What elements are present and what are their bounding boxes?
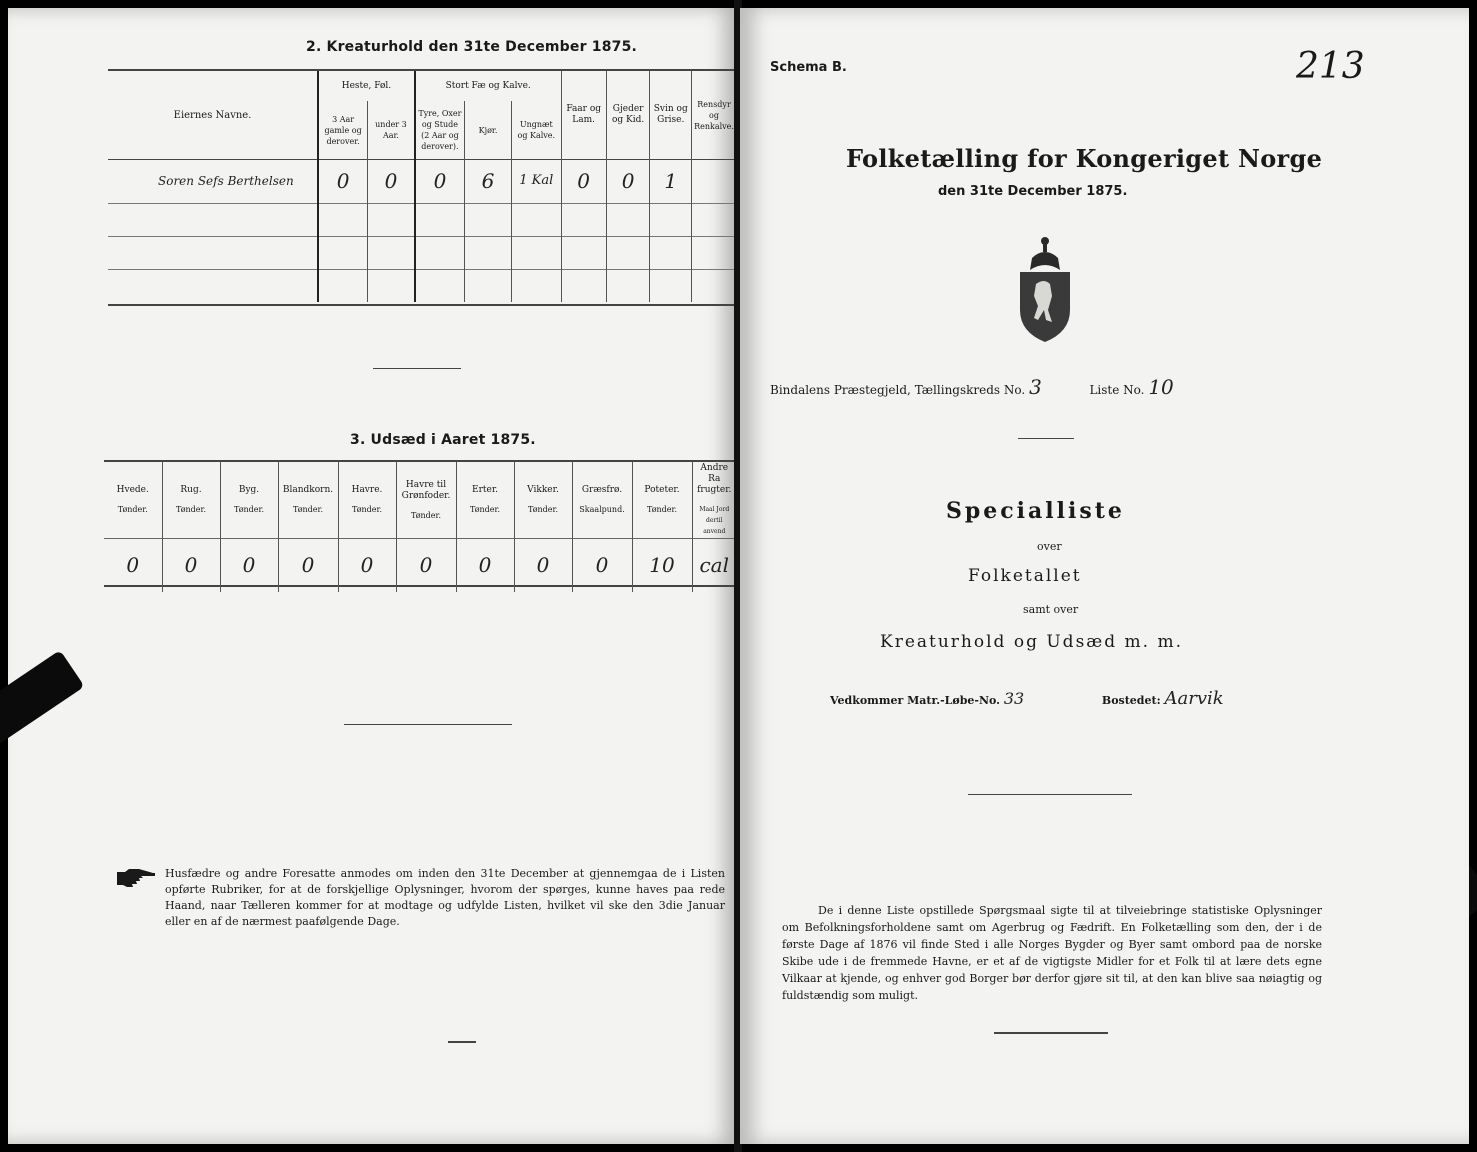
- pointing-hand-icon: [115, 866, 157, 888]
- seed-unit-label: Tønder.: [351, 505, 383, 514]
- seed-crop-label: Vikker.: [527, 485, 559, 495]
- seed-column-header: [278, 462, 338, 539]
- property-line: [830, 688, 1224, 709]
- col-sheep: Faar og Lam.: [561, 71, 606, 159]
- explanatory-footnote: De i denne Liste opstillede Spørgsmaal sigte til at tilveiebringe statistiske Oplysninger om Befolkningsforholdene samt om Agerbrug og Fædrift. En Folketælling som den, der i de første Dage af 1876 vil finde Sted i alle Norges Bygder og Byer samt ombord paa de norske Skibe ude i de fremmede Havne, er et af de vigtigste Midler for et Folk til at lære dets egne Vilkaar at kjende, og enhver god Borger bør derfor gjøre sit til, at den kan blive saa nøiagtig og fuldstændig som muligt.: [782, 904, 1322, 1002]
- seed-column-header: [514, 462, 572, 539]
- seed-unit-label: Tønder.: [117, 505, 148, 514]
- page-number: 213: [1296, 46, 1365, 87]
- seed-crop-label: Poteter.: [644, 485, 680, 495]
- residence-label: Bostedet:: [1101, 694, 1161, 707]
- divider: [968, 794, 1132, 795]
- seed-value-cell: 0: [396, 539, 456, 592]
- residence-name: Aarvik: [1164, 688, 1224, 709]
- norway-coat-of-arms-icon: [1016, 232, 1074, 344]
- seed-value-cell: 0: [456, 539, 514, 592]
- livestock-label: Kreaturhold og Udsæd m. m.: [880, 632, 1184, 652]
- seed-column-header: [220, 462, 278, 539]
- seed-column-header: [632, 462, 692, 539]
- census-date: den 31te December 1875.: [938, 184, 1128, 199]
- seed-unit-label: Skaalpund.: [579, 505, 625, 514]
- divider: [1018, 438, 1074, 439]
- value-cell: 1 Kal: [512, 159, 562, 203]
- table-row: [108, 159, 736, 203]
- seed-unit-label: Tønder.: [469, 505, 501, 514]
- list-label: Liste No.: [1089, 383, 1145, 397]
- seed-unit-label: Tønder.: [233, 505, 265, 514]
- col-reindeer: Rensdyr og Renkalve.: [692, 71, 736, 159]
- value-cell: [692, 159, 736, 203]
- right-page: [740, 8, 1469, 1144]
- col-cows: Kjør.: [465, 101, 512, 159]
- table-row: [108, 269, 736, 302]
- value-cell: 0: [368, 159, 415, 203]
- value-cell: 0: [606, 159, 650, 203]
- seed-crop-label: Havre til Grønfoder.: [401, 479, 451, 501]
- seed-crop-label: Hvede.: [116, 485, 149, 495]
- population-label: Folketallet: [968, 566, 1082, 586]
- district-label: Tællingskreds No.: [914, 383, 1026, 397]
- seed-value-cell: 0: [278, 539, 338, 592]
- divider: [994, 1032, 1108, 1034]
- seed-crop-label: Erter.: [472, 485, 498, 495]
- col-calves: Ungnæt og Kalve.: [512, 101, 562, 159]
- col-bulls: Tyre, Oxer og Stude (2 Aar og derover).: [415, 101, 465, 159]
- seed-column-header: [572, 462, 632, 539]
- seed-crop-label: Blandkorn.: [282, 485, 334, 495]
- document-title: Folketælling for Kongeriget Norge: [846, 144, 1323, 173]
- matr-label: Vedkommer Matr.-Løbe-No.: [830, 694, 1000, 707]
- seed-unit-label: Tønder.: [175, 505, 207, 514]
- seed-crop-label: Græsfrø.: [581, 485, 623, 495]
- seed-unit-label: Tønder.: [527, 505, 559, 514]
- section-3-title: 3. Udsæd i Aaret 1875.: [350, 432, 536, 448]
- matr-number: 33: [1003, 689, 1025, 708]
- seed-value-cell: 0: [572, 539, 632, 592]
- col-owner-name: Eiernes Navne.: [173, 109, 252, 121]
- seed-crop-label: Byg.: [238, 485, 260, 495]
- seed-value-cell: 0: [514, 539, 572, 592]
- seed-column-header: [396, 462, 456, 539]
- over-label: over: [1037, 540, 1062, 553]
- seed-unit-label: Tønder.: [410, 510, 442, 520]
- list-number: 10: [1148, 375, 1174, 399]
- seed-column-header: [338, 462, 396, 539]
- seed-value-cell: 10: [632, 539, 692, 592]
- seed-value-cell: 0: [104, 539, 162, 592]
- seed-value-cell: 0: [338, 539, 396, 592]
- instructions-notice: Husfædre og andre Foresatte anmodes om inden den 31te December at gjennemgaa de i Listen opførte Rubriker, for at de forskjellige Oplysninger, hvorom der spørges, kunne haves paa rede Haand, naar Tælleren kommer for at modtage og udfylde Listen, hvilket vil ske den 3die Januar eller en af de nærmest paafølgende Dage.: [165, 867, 725, 928]
- divider: [344, 724, 512, 725]
- special-list-title: Specialliste: [946, 498, 1125, 524]
- seed-value-cell: 0: [162, 539, 220, 592]
- divider: [448, 1041, 476, 1043]
- seed-value-cell: cal: [692, 539, 736, 592]
- value-cell: 0: [415, 159, 465, 203]
- value-cell: 0: [561, 159, 606, 203]
- section-2-title: 2. Kreaturhold den 31te December 1875.: [306, 39, 638, 55]
- seed-column-header: [692, 462, 736, 539]
- col-horses-young: under 3 Aar.: [368, 101, 415, 159]
- seed-value-cell: 0: [220, 539, 278, 592]
- seed-unit-label: Maal Jord dertil anvend: [699, 506, 730, 535]
- seed-column-header: [104, 462, 162, 539]
- value-cell: 0: [318, 159, 368, 203]
- col-goats: Gjeder og Kid.: [606, 71, 650, 159]
- left-page: [8, 8, 736, 1144]
- value-cell: 1: [650, 159, 692, 203]
- divider: [373, 368, 461, 369]
- district-line: [770, 375, 1174, 399]
- seed-column-header: [456, 462, 514, 539]
- owner-name-cell: Soren Sefs Berthelsen: [158, 173, 294, 188]
- col-horses-old: 3 Aar gamle og derover.: [318, 101, 368, 159]
- seed-unit-label: Tønder.: [646, 505, 678, 514]
- parish-name: Bindalens Præstegjeld,: [770, 383, 911, 397]
- district-number: 3: [1029, 375, 1042, 399]
- livestock-table: [108, 71, 736, 302]
- seed-table: [104, 462, 736, 592]
- value-cell: 6: [465, 159, 512, 203]
- table-row: [108, 236, 736, 269]
- seed-unit-label: Tønder.: [292, 505, 324, 514]
- group-horses: Heste, Føl.: [318, 71, 415, 101]
- schema-label: Schema B.: [770, 60, 847, 75]
- group-cattle: Stort Fæ og Kalve.: [415, 71, 561, 101]
- table-row: [108, 203, 736, 236]
- seed-crop-label: Havre.: [351, 485, 383, 495]
- table-row: [104, 539, 736, 592]
- table-bottom-rule: [108, 304, 736, 306]
- also-over-label: samt over: [1023, 603, 1079, 616]
- seed-crop-label: Andre Ra frugter.: [697, 463, 732, 495]
- seed-crop-label: Rug.: [180, 485, 202, 495]
- seed-column-header: [162, 462, 220, 539]
- col-pigs: Svin og Grise.: [650, 71, 692, 159]
